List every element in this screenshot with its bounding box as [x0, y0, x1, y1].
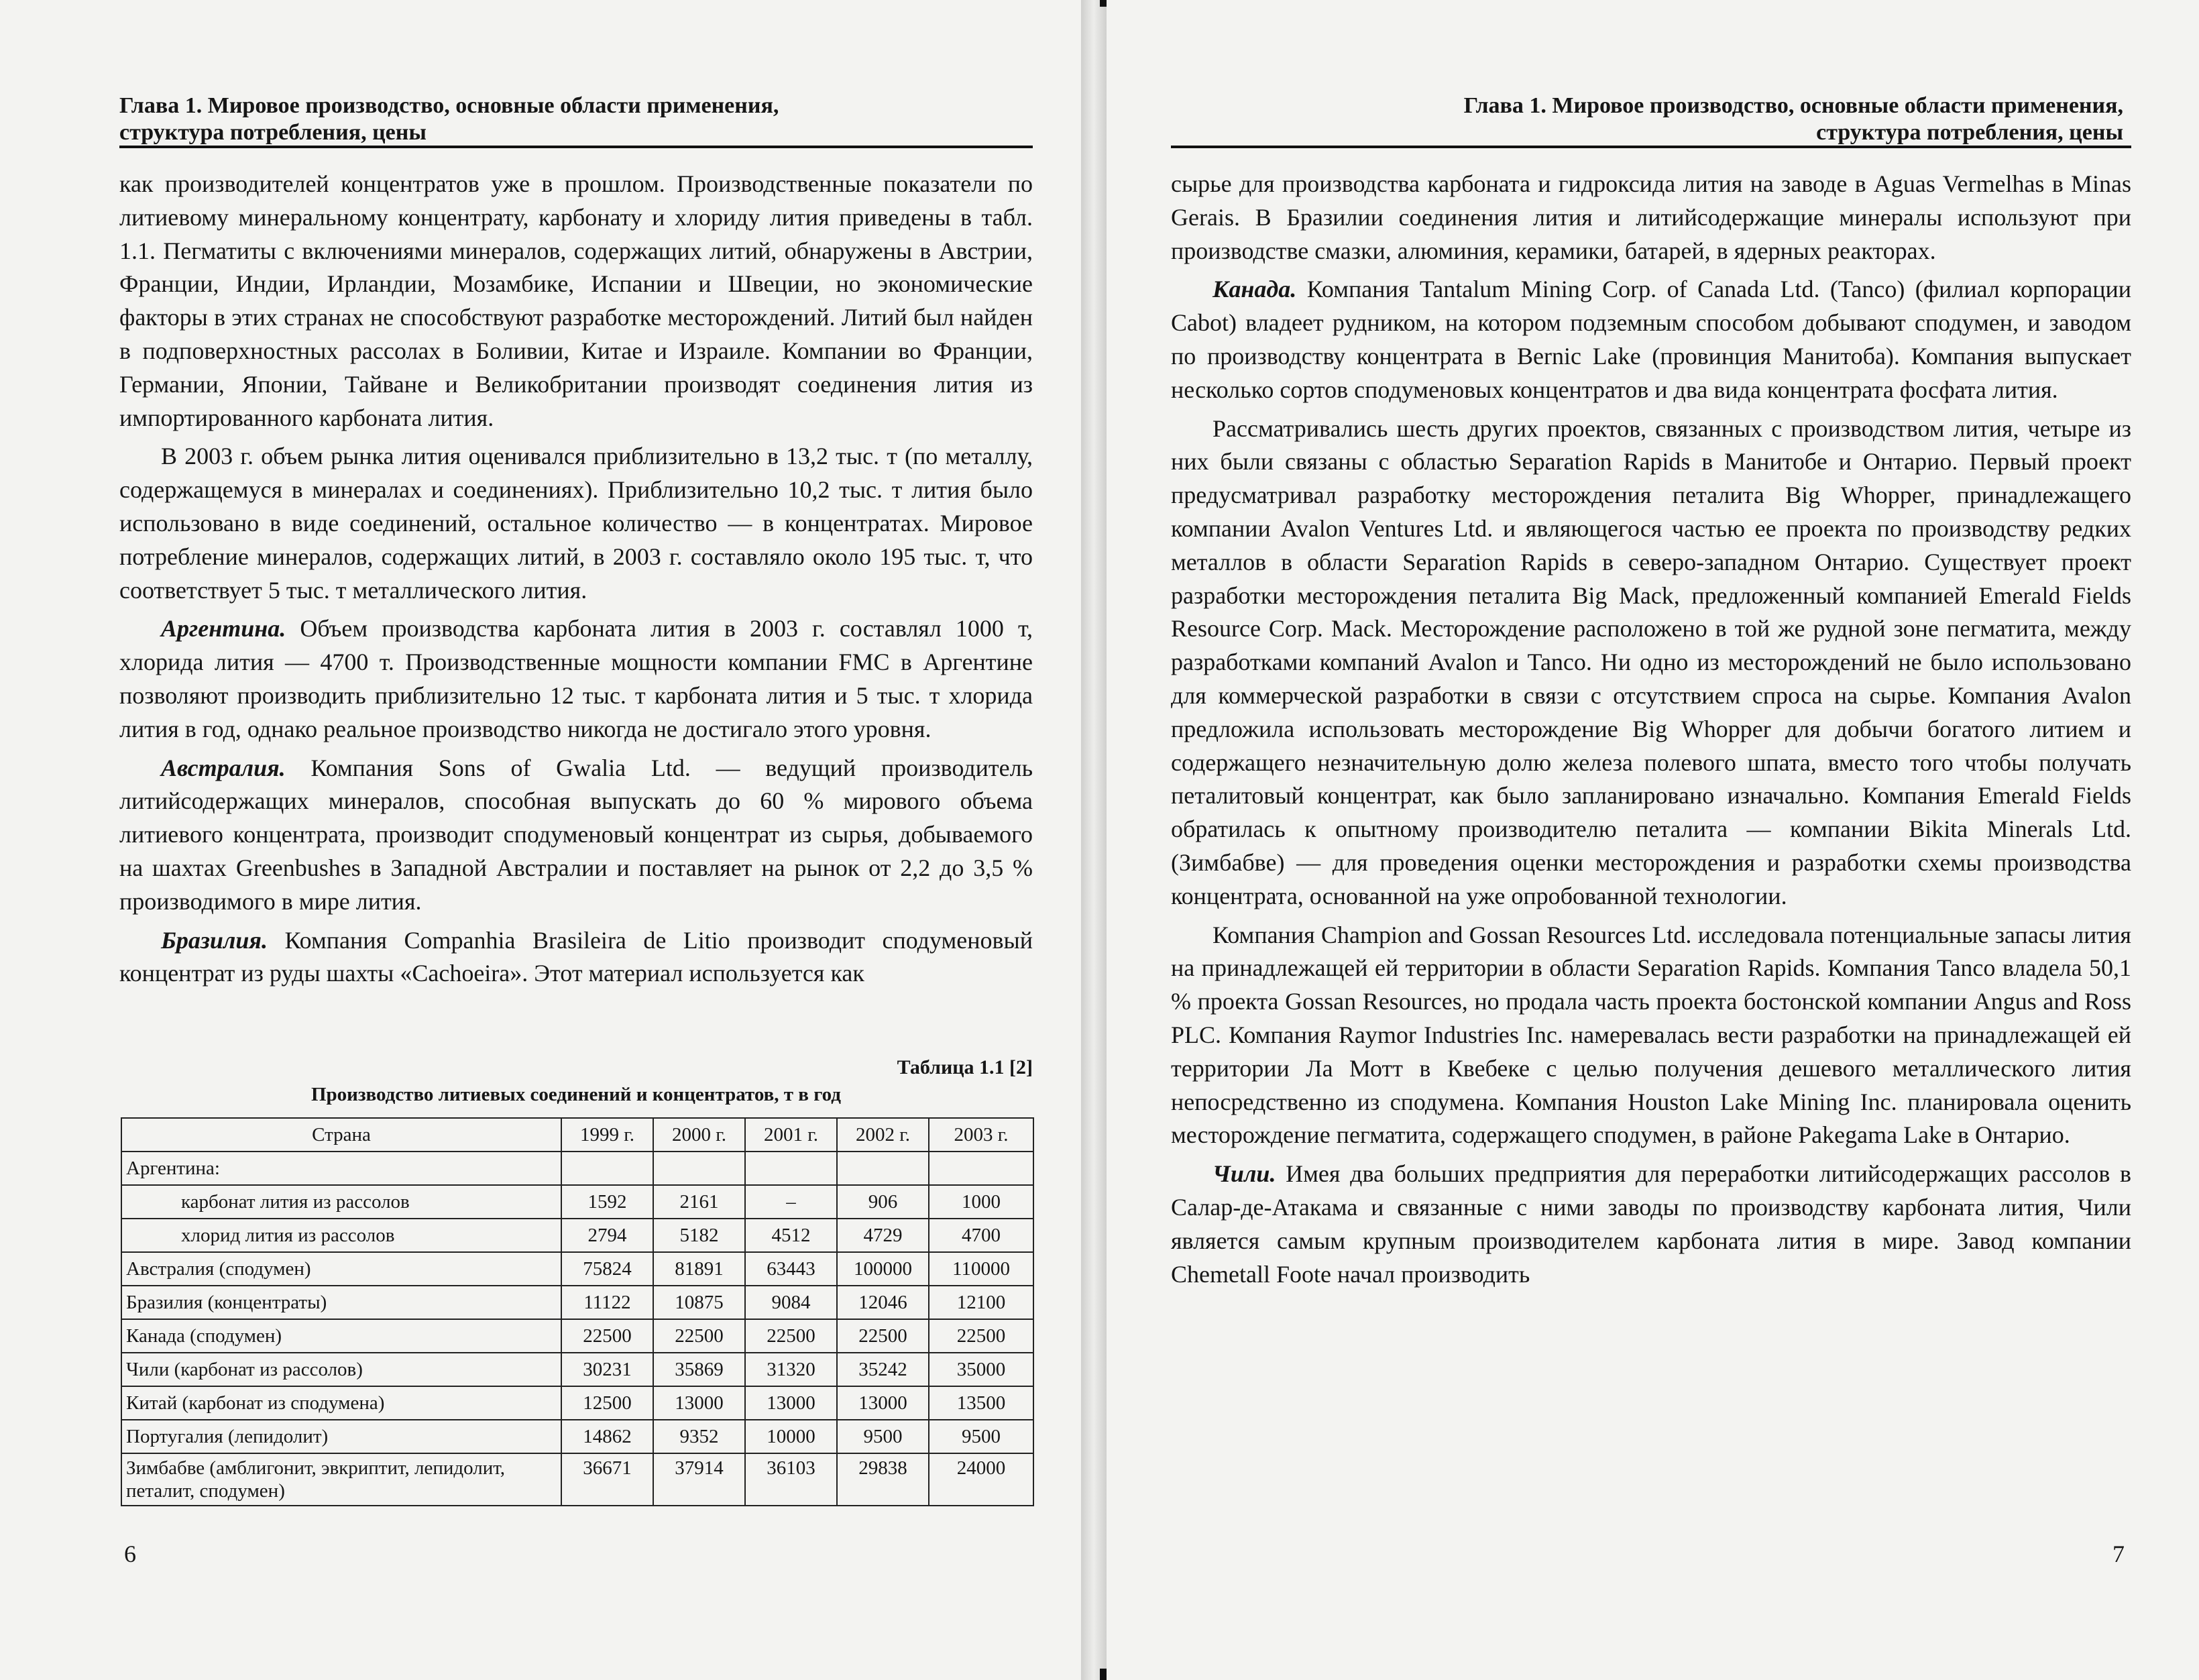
paragraph	[1171, 1158, 2131, 1291]
cell: 10000	[745, 1420, 837, 1453]
book-gutter	[1081, 0, 1107, 1680]
table-row	[121, 1252, 1033, 1286]
cell: 22500	[745, 1319, 837, 1353]
paragraph-text: Объем производства карбоната лития в 2003 г. составлял 1000 т, хлорида лития — 4700 т. Производственные мощности компании FMC в Аргентине позволяют производить приблизительно 12 тыс. т карбоната лития и 5 тыс. т хлорида лития в год, однако реальное производство никогда не достигало этого уровня.	[119, 615, 1033, 742]
cell: 12500	[561, 1386, 653, 1420]
cell: 14862	[561, 1420, 653, 1453]
table-row	[121, 1219, 1033, 1252]
cell: 13000	[837, 1386, 929, 1420]
cell	[837, 1152, 929, 1185]
cell: 2161	[653, 1185, 745, 1219]
running-header-left	[119, 93, 1031, 146]
column-header: 2002 г.	[837, 1118, 929, 1152]
cell	[653, 1152, 745, 1185]
table-row	[121, 1286, 1033, 1319]
cell: –	[745, 1185, 837, 1219]
cell: 13000	[745, 1386, 837, 1420]
cell: 11122	[561, 1286, 653, 1319]
cell: 12100	[929, 1286, 1033, 1319]
paragraph: сырье для производства карбоната и гидроксида лития на заводе в Aguas Vermelhas в Minas Gerais. В Бразилии соединения лития и литийсодержащие минералы используют при производстве смазки, алюминия, керамики, батарей, в ядерных реакторах.	[1171, 170, 2131, 264]
cell: 22500	[653, 1319, 745, 1353]
paragraph	[119, 612, 1033, 746]
cell: 22500	[561, 1319, 653, 1353]
cell: 1592	[561, 1185, 653, 1219]
header-line-1: Глава 1. Мировое производство, основные области применения,	[119, 93, 779, 118]
cell: 4729	[837, 1219, 929, 1252]
running-header-right	[1171, 93, 2123, 146]
cell: 2794	[561, 1219, 653, 1252]
cell: 12046	[837, 1286, 929, 1319]
cell: 10875	[653, 1286, 745, 1319]
cell: 9084	[745, 1286, 837, 1319]
cell: 29838	[837, 1453, 929, 1506]
row-label: Аргентина:	[121, 1152, 561, 1185]
cell: 22500	[929, 1319, 1033, 1353]
cell: 4512	[745, 1219, 837, 1252]
cell: 4700	[929, 1219, 1033, 1252]
paragraph	[1171, 273, 2131, 406]
cell: 9500	[929, 1420, 1033, 1453]
table-header-row	[121, 1118, 1033, 1152]
cell: 75824	[561, 1252, 653, 1286]
paragraph: Компания Champion and Gossan Resources Ltd. исследовала потенциальные запасы лития на принадлежащей ей территории в области Separation Rapids. Компания Tanco владела 50,1 % проекта Gossan Resources, но продала часть проекта бостонской компании Angus and Ross PLC. Компания Raymor Industries Inc. намеревалась вести разработки на принадлежащей ей территории Ла Мотт в Квебеке с целью получения дешевого металлического лития непосредственно из сподумена. Компания Houston Lake Mining Inc. планировала оценить месторождение пегматита, содержащего сподумен, в районе Pakegama Lake в Онтарио.	[1171, 921, 2131, 1149]
cell: 13500	[929, 1386, 1033, 1420]
table-row	[121, 1152, 1033, 1185]
column-header: Страна	[121, 1118, 561, 1152]
row-label: Чили (карбонат из рассолов)	[121, 1353, 561, 1386]
row-label: Зимбабве (амблигонит, эвкриптит, лепидолит, петалит, сподумен)	[121, 1453, 561, 1506]
cell: 35242	[837, 1353, 929, 1386]
column-header: 2001 г.	[745, 1118, 837, 1152]
table-row	[121, 1319, 1033, 1353]
table-row	[121, 1420, 1033, 1453]
paragraph-lead: Австралия.	[161, 754, 286, 781]
page-number: 6	[124, 1541, 136, 1567]
paragraph-lead: Канада.	[1213, 276, 1297, 303]
row-label: Австралия (сподумен)	[121, 1252, 561, 1286]
cell: 9352	[653, 1420, 745, 1453]
cell: 63443	[745, 1252, 837, 1286]
cell: 36103	[745, 1453, 837, 1506]
cell	[561, 1152, 653, 1185]
column-header: 2003 г.	[929, 1118, 1033, 1152]
cell: 9500	[837, 1420, 929, 1453]
page-number: 7	[2112, 1541, 2125, 1567]
cell: 30231	[561, 1353, 653, 1386]
cell: 5182	[653, 1219, 745, 1252]
cell: 81891	[653, 1252, 745, 1286]
cell: 13000	[653, 1386, 745, 1420]
paragraph	[119, 752, 1033, 919]
paragraph-lead: Бразилия.	[161, 926, 268, 954]
cell: 22500	[837, 1319, 929, 1353]
left-body-text	[119, 168, 1033, 991]
table-title: Производство литиевых соединений и концентратов, т в год	[311, 1084, 841, 1105]
row-label: Канада (сподумен)	[121, 1319, 561, 1353]
paragraph-text: Компания Companhia Brasileira de Litio производит сподуменовый концентрат из руды шахты «Cachoeira». Этот материал используется как	[119, 926, 1033, 987]
row-label: карбонат лития из рассолов	[121, 1185, 561, 1219]
right-page	[1107, 0, 2199, 1680]
left-page	[0, 0, 1081, 1680]
table-row	[121, 1185, 1033, 1219]
header-line-1: Глава 1. Мировое производство, основные области применения,	[1463, 93, 2123, 118]
cell: 37914	[653, 1453, 745, 1506]
column-header: 1999 г.	[561, 1118, 653, 1152]
table-caption: Таблица 1.1 [2]	[897, 1056, 1033, 1078]
cell: 100000	[837, 1252, 929, 1286]
table-row	[121, 1353, 1033, 1386]
paragraph	[119, 924, 1033, 991]
data-table	[121, 1117, 1034, 1506]
paragraph-text: Компания Sons of Gwalia Ltd. — ведущий производитель литийсодержащих минералов, способная выпускать до 60 % мирового объема литиевого концентрата, производит сподуменовый концентрат из сырья, добываемого на шахтах Greenbushes в Западной Австралии и поставляет на рынок от 2,2 до 3,5 % производимого в мире лития.	[119, 754, 1033, 915]
paragraph: В 2003 г. объем рынка лития оценивался приблизительно в 13,2 тыс. т (по металлу, содержащемуся в минералах и соединениях). Приблизительно 10,2 тыс. т лития было использовано в виде соединений, остальное количество — в концентратах. Мировое потребление минералов, содержащих литий, в 2003 г. составляло около 195 тыс. т, что соответствует 5 тыс. т металлического лития.	[119, 443, 1033, 604]
row-label: хлорид лития из рассолов	[121, 1219, 561, 1252]
row-label: Китай (карбонат из сподумена)	[121, 1386, 561, 1420]
table-row	[121, 1453, 1033, 1506]
paragraph-text: Компания Tantalum Mining Corp. of Canada Ltd. (Tanco) (филиал корпорации Cabot) владеет рудником, на котором подземным способом добывают сподумен, и заводом по производству концентрата в Bernic Lake (провинция Манитоба). Компания выпускает несколько сортов сподуменовых концентратов и два вида концентрата фосфата лития.	[1171, 276, 2131, 403]
cell: 35869	[653, 1353, 745, 1386]
cell: 35000	[929, 1353, 1033, 1386]
cell: 110000	[929, 1252, 1033, 1286]
paragraph: как производителей концентратов уже в прошлом. Производственные показатели по литиевому минеральному концентрату, карбонату и хлориду лития приведены в табл. 1.1. Пегматиты с включениями минералов, содержащих литий, обнаружены в Австрии, Франции, Индии, Ирландии, Мозамбике, Испании и Швеции, но экономические факторы в этих странах не способствуют разработке месторождений. Литий был найден в подповерхностных рассолах в Боливии, Китае и Израиле. Компании во Франции, Германии, Японии, Тайване и Великобритании производят соединения лития из импортированного карбоната лития.	[119, 170, 1033, 431]
paragraph: Рассматривались шесть других проектов, связанных с производством лития, четыре из них были связаны с областью Separation Rapids в Манитобе и Онтарио. Первый проект предусматривал разработку месторождения петалита Big Whopper, принадлежащего компании Avalon Ventures Ltd. и являющегося частью ее проекта по производству редких металлов в области Separation Rapids в северо-западном Онтарио. Существует проект разработки месторождения петалита Big Mack, предложенный компанией Emerald Fields Resource Corp. Mack. Месторождение расположено в той же рудной зоне пегматита, между разработками компаний Avalon и Tanco. Ни одно из месторождений не было использовано для коммерческой разработки в связи с отсутствием спроса на сырье. Компания Avalon предложила использовать месторождение Big Whopper для добычи богатого литием и содержащего незначительную долю железа полевого шпата, вместо того чтобы получать петалитовый концентрат, как было запланировано изначально. Компания Emerald Fields обратилась к опытному производителю петалита — компании Bikita Minerals Ltd. (Зимбабве) — для проведения оценки месторождения и разработки схемы производства концентрата, основанной на уже опробованной технологии.	[1171, 414, 2131, 909]
row-label: Бразилия (концентраты)	[121, 1286, 561, 1319]
cell	[745, 1152, 837, 1185]
column-header: 2000 г.	[653, 1118, 745, 1152]
header-rule	[1171, 146, 2131, 148]
paragraph-text: Имея два больших предприятия для переработки литийсодержащих рассолов в Салар-де-Атакама и связанные с ними заводы по производству карбоната лития, Чили является самым крупным производителем карбоната лития в мире. Завод компании Chemetall Foote начал производить	[1171, 1160, 2131, 1288]
cell: 24000	[929, 1453, 1033, 1506]
cell: 1000	[929, 1185, 1033, 1219]
table-row	[121, 1386, 1033, 1420]
cell	[929, 1152, 1033, 1185]
header-line-2: структура потребления, цены	[1816, 120, 2123, 145]
header-rule	[119, 146, 1033, 148]
header-line-2: структура потребления, цены	[119, 120, 427, 145]
paragraph-lead: Аргентина.	[161, 615, 286, 642]
paragraph-lead: Чили.	[1213, 1160, 1276, 1188]
cell: 31320	[745, 1353, 837, 1386]
cell: 906	[837, 1185, 929, 1219]
cell: 36671	[561, 1453, 653, 1506]
right-body-text	[1171, 168, 2131, 1291]
row-label: Португалия (лепидолит)	[121, 1420, 561, 1453]
